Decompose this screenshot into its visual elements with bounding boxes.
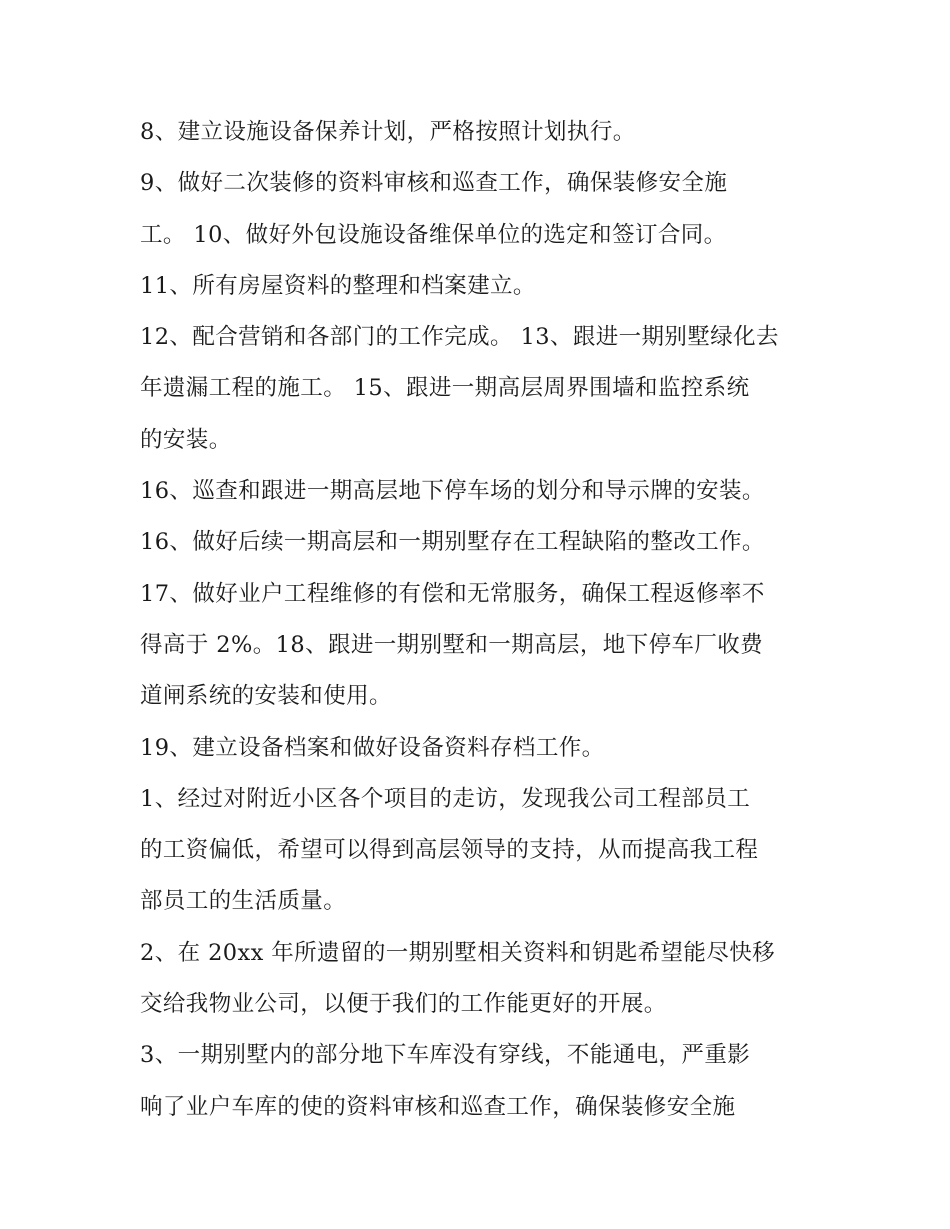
text-line: 16、做好后续一期高层和一期别墅存在工程缺陷的整改工作。 [140,529,765,556]
text-line: 3、一期别墅内的部分地下车库没有穿线，不能通电，严重影 [140,1042,751,1069]
text-line: 9、做好二次装修的资料审核和巡查工作，确保装修安全施 [140,170,728,197]
text-line: 16、巡查和跟进一期高层地下停车场的划分和导示牌的安装。 [140,478,765,505]
text-line: 17、做好业户工程维修的有偿和无常服务，确保工程返修率不 [140,580,765,607]
text-line: 11、所有房屋资料的整理和档案建立。 [140,272,536,299]
text-line: 12、配合营销和各部门的工作完成。 13、跟进一期别墅绿化去 [140,324,779,351]
text-line: 响了业户车库的使的资料审核和巡查工作，确保装修安全施 [140,1093,736,1120]
text-line: 得高于 2%。18、跟进一期别墅和一期高层，地下停车厂收费 [140,631,764,658]
document-body [140,107,820,1133]
text-line: 交给我物业公司，以便于我们的工作能更好的开展。 [140,991,667,1018]
text-line: 8、建立设施设备保养计划，严格按照计划执行。 [140,119,636,145]
text-line: 部员工的生活质量。 [140,888,347,915]
text-line: 2、在 20xx 年所遗留的一期别墅相关资料和钥匙希望能尽快移 [140,939,776,966]
text-line: 的工资偏低，希望可以得到高层领导的支持，从而提高我工程 [140,837,759,864]
text-line: 的安装。 [140,426,232,453]
text-line: 工。 10、做好外包设施设备维保单位的选定和签订合同。 [140,221,727,248]
text-line: 19、建立设备档案和做好设备资料存档工作。 [140,734,605,761]
text-line: 道闸系统的安装和使用。 [140,683,392,710]
text-line: 年遗漏工程的施工。 15、跟进一期高层周界围墙和监控系统 [140,375,750,402]
text-line: 1、经过对附近小区各个项目的走访，发现我公司工程部员工 [140,785,751,812]
